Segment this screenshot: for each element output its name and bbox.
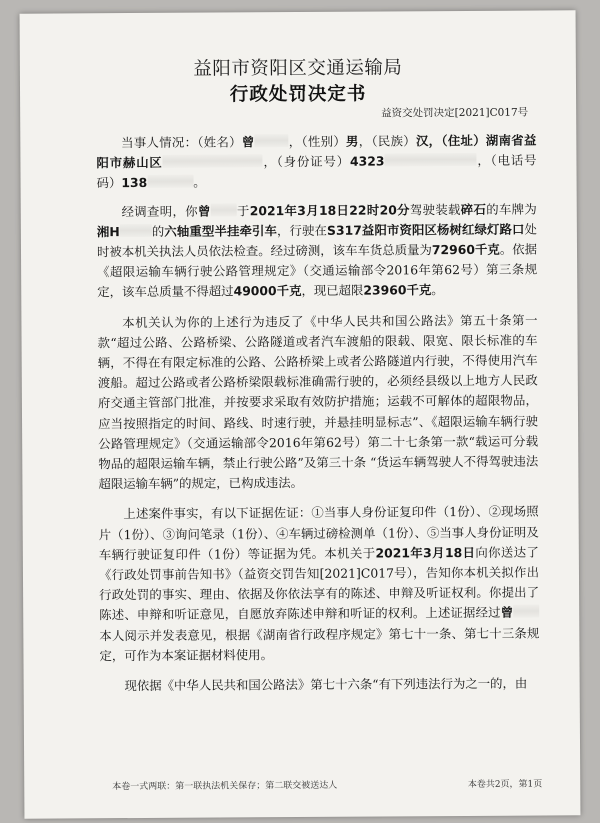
facts-paragraph: 经调查明，你曾 于2021年3月18日22时20分驾驶装载碎石的车牌为湘H 的六轴重型半挂牵引车，行驶在S317益阳市资阳区杨树红绿灯路口处时被本机关执法人员依法检查。经过磅测，该车车货总质量为72960千克。依据《超限运输车辆行驶公路管理规定》（交通运输部令2016年第62号）第三条规定，该车总质量不得超过49000千克，现已超限23960千克。 xyxy=(96,201,538,300)
vehicle-type: 六轴重型半挂牵引车 xyxy=(164,222,278,239)
violation-paragraph: 本机关认为你的上述行为违反了《中华人民共和国公路法》第五十条第一款“超过公路、公路桥梁、公路隧道或者汽车渡船的限载、限宽、限长标准的车辆，不得在有限定标准的公路、公路桥梁上或者公路隧道内行驶，不得使用汽车渡船。超过公路或者公路桥梁限载标准确需行驶的，必须经县级以上地方人民政府交通主管部门批准，并按要求采取有效防护措施；运载不可解体的超限物品，应当按照指定的时间、路线、时速行驶，并悬挂明显标志”、《超限运输车辆行驶公路管理规定》（交通运输部令2016年第62号）第二十七条第一款“载运可分载物品的超限运输车辆，禁止行驶公路”及第三十条 “货运车辆驾驶人不得驾驶违法超限运输车辆”的规定，已构成违法。 xyxy=(97,312,539,492)
cargo: 碎石 xyxy=(460,201,487,217)
page-footer xyxy=(112,777,542,793)
redaction xyxy=(384,153,476,167)
document-title: 行政处罚决定书 xyxy=(229,83,367,106)
document-page xyxy=(20,10,581,818)
driver-name: 曾 xyxy=(197,203,211,219)
party-id-number: 4323 xyxy=(349,153,385,169)
footer-page-number: 本卷共2页，第1页 xyxy=(467,779,543,790)
document-body xyxy=(96,131,539,707)
decision-paragraph: 现依据《中华人民共和国公路法》第七十六条“有下列违法行为之一的，由 xyxy=(124,675,528,694)
redaction xyxy=(513,605,539,618)
incident-location: S317益阳市资阳区杨树红绿灯路口 xyxy=(326,221,525,238)
party-info-paragraph: 当事人情况：（姓名）曾 ，（性别）男，（民族）汉，（住址）湖南省益阳市赫山区 ，（身份证号）4323 ，（电话号码）138 。 xyxy=(96,132,537,191)
party-name: 曾 xyxy=(241,134,255,150)
party-name-ref: 曾 xyxy=(500,605,514,621)
agency-name: 益阳市资阳区交通运输局 xyxy=(193,57,403,80)
limit-mass: 49000千克 xyxy=(233,283,302,299)
notice-date: 2021年3月18日 xyxy=(375,544,476,561)
total-mass: 72960千克 xyxy=(431,241,500,258)
party-ethnicity: 汉 xyxy=(415,133,429,149)
footer-copies-note: 本卷一式两联：第一联执法机关保存；第二联交被送达人 xyxy=(112,780,338,793)
redaction xyxy=(147,175,193,188)
redaction xyxy=(120,224,152,237)
evidence-paragraph: 上述案件事实，有以下证据佐证：①当事人身份证复印件（1份）、②现场照片（1份）、③询问笔录（1份）、④车辆过磅检测单（1份）、⑤当事人身份证明及车辆行驶证复印件（1份）等证据为凭。本机关于2021年3月18日向你送达了《行政处罚事前告知书》（益资交罚告知[2021]C017号），告知你本机关拟作出行政处罚的事实、理由、依据及你依法享有的陈述、申辩及听证权利。你提出了陈述、申辩和听证意见，自愿放弃陈述申辩和听证的权利。上述证据经过曾本人阅示并发表意见，根据《湖南省行政程序规定》第七十一条、第七十三条规定，可作为本案证据材料使用。 xyxy=(98,503,540,664)
redaction xyxy=(163,154,263,168)
party-phone: 138 xyxy=(121,175,148,191)
party-gender: 男 xyxy=(345,133,359,149)
incident-datetime: 2021年3月18日22时20分 xyxy=(249,201,410,218)
redaction xyxy=(211,203,237,216)
plate-number: 湘H xyxy=(96,223,120,240)
document-number: 益资交处罚决定[2021]C017号 xyxy=(381,106,529,120)
party-address: 湖南省益阳市赫山区 xyxy=(96,132,537,171)
redaction xyxy=(254,134,288,147)
over-mass: 23960千克 xyxy=(363,282,432,299)
